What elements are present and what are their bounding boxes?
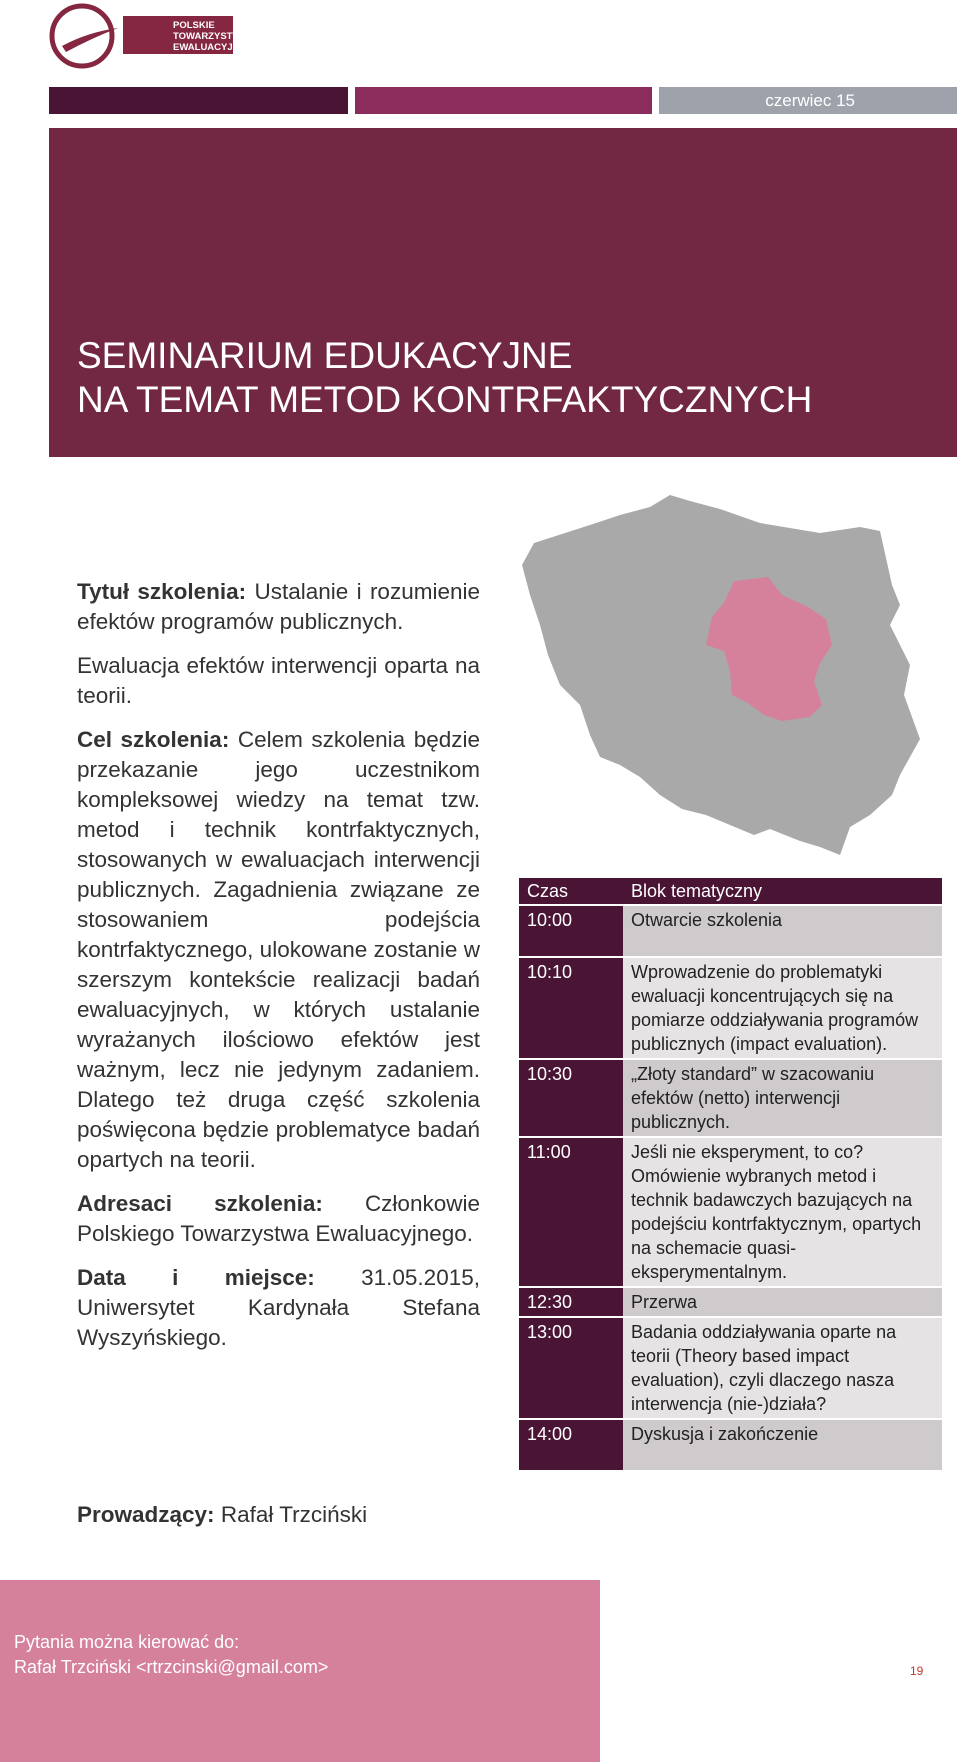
agenda-time: 11:00 <box>519 1137 623 1287</box>
poland-map <box>520 495 930 865</box>
logo-line-2: TOWARZYSTWO <box>173 31 249 42</box>
training-audience-value: Członkowie Polskiego Towarzystwa Ewaluacyjnego. <box>77 1191 480 1246</box>
agenda-topic: Dyskusja i zakończenie <box>623 1419 942 1471</box>
table-row <box>519 1317 942 1419</box>
agenda-topic: „Złoty standard” w szacowaniu efektów (netto) interwencji publicznych. <box>623 1059 942 1137</box>
training-audience <box>77 1189 480 1249</box>
training-audience-label: Adresaci szkolenia: <box>77 1191 323 1216</box>
training-subtitle-value: Ewaluacja efektów interwencji oparta na teorii. <box>77 653 480 708</box>
agenda-topic: Wprowadzenie do problematyki ewaluacji koncentrujących się na pomiarze oddziaływania programów publicznych (impact evaluation). <box>623 957 942 1059</box>
training-date-place <box>77 1263 480 1353</box>
table-row <box>519 1137 942 1287</box>
logo-emblem-icon <box>48 2 128 70</box>
contact-info <box>14 1630 328 1680</box>
header-bar-date <box>659 87 957 114</box>
table-row <box>519 1059 942 1137</box>
agenda-table <box>519 878 942 1472</box>
training-goal <box>77 725 480 1175</box>
agenda-header-time: Czas <box>519 878 623 905</box>
agenda-time: 10:10 <box>519 957 623 1059</box>
title-line-1: SEMINARIUM EDUKACYJNE <box>77 335 573 376</box>
table-row <box>519 1287 942 1317</box>
header-bar-dark <box>49 87 348 114</box>
training-goal-label: Cel szkolenia: <box>77 727 230 752</box>
training-title <box>77 577 480 637</box>
title-banner <box>49 128 957 457</box>
training-lead-value: Rafał Trzciński <box>220 1502 368 1527</box>
agenda-time: 12:30 <box>519 1287 623 1317</box>
agenda-time: 10:00 <box>519 905 623 957</box>
training-subtitle <box>77 651 480 711</box>
header-date: czerwiec 15 <box>765 91 855 110</box>
training-lead-label: Prowadzący: <box>77 1502 215 1527</box>
agenda-topic: Jeśli nie eksperyment, to co? Omówienie wybranych metod i technik badawczych bazujących na podejściu kontrfaktycznym, opartych na schemacie quasi-eksperymentalnym. <box>623 1137 942 1287</box>
header-bar-magenta <box>355 87 652 114</box>
page-title <box>77 334 812 422</box>
table-row <box>519 957 942 1059</box>
details-column <box>77 577 480 1367</box>
agenda-header-row <box>519 878 942 905</box>
agenda-header-topic: Blok tematyczny <box>623 878 942 905</box>
logo-line-1: POLSKIE <box>173 20 215 31</box>
agenda-topic: Przerwa <box>623 1287 942 1317</box>
agenda-time: 10:30 <box>519 1059 623 1137</box>
agenda-time: 13:00 <box>519 1317 623 1419</box>
agenda-topic: Otwarcie szkolenia <box>623 905 942 957</box>
agenda-time: 14:00 <box>519 1419 623 1471</box>
training-date-value: 31.05.2015, Uniwersytet Kardynała Stefana Wyszyńskiego. <box>77 1265 480 1350</box>
contact-line-1: Pytania można kierować do: <box>14 1632 240 1652</box>
page-number: 19 <box>910 1664 924 1678</box>
logo-wordmark <box>123 16 249 54</box>
training-date-label: Data i miejsce: <box>77 1265 315 1290</box>
training-goal-value: Celem szkolenia będzie przekazanie jego uczestnikom kompleksowej wiedzy na temat tzw. metod i technik kontrfaktycznych, stosowanych w ewaluacjach interwencji publicznych. Zagadnienia związane ze stosowaniem podejścia kontrfaktycznego, ulokowane zostanie w szerszym kontekście realizacji badań ewaluacyjnych, w których ustalanie wyrażanych ilościowo efektów jest ważnym, lecz nie jedynym zadaniem. Dlatego też druga część szkolenia poświęcona będzie problematyce badań opartych na teorii. <box>77 727 480 1172</box>
poland-outline <box>522 495 920 855</box>
training-title-label: Tytuł szkolenia: <box>77 579 247 604</box>
title-line-2: NA TEMAT METOD KONTRFAKTYCZNYCH <box>77 379 813 420</box>
training-lead <box>77 1500 367 1530</box>
agenda-topic: Badania oddziaływania oparte na teorii (Theory based impact evaluation), czyli dlaczego nasza interwencja (nie-)działa? <box>623 1317 942 1419</box>
training-title-value: Ustalanie i rozumienie efektów programów publicznych. <box>77 579 480 634</box>
table-row <box>519 1419 942 1471</box>
logo-line-3: EWALUACYJNE <box>173 42 246 53</box>
contact-email: Rafał Trzciński <rtrzcinski@gmail.com> <box>14 1657 329 1677</box>
pte-logo <box>48 2 249 70</box>
table-row <box>519 905 942 957</box>
